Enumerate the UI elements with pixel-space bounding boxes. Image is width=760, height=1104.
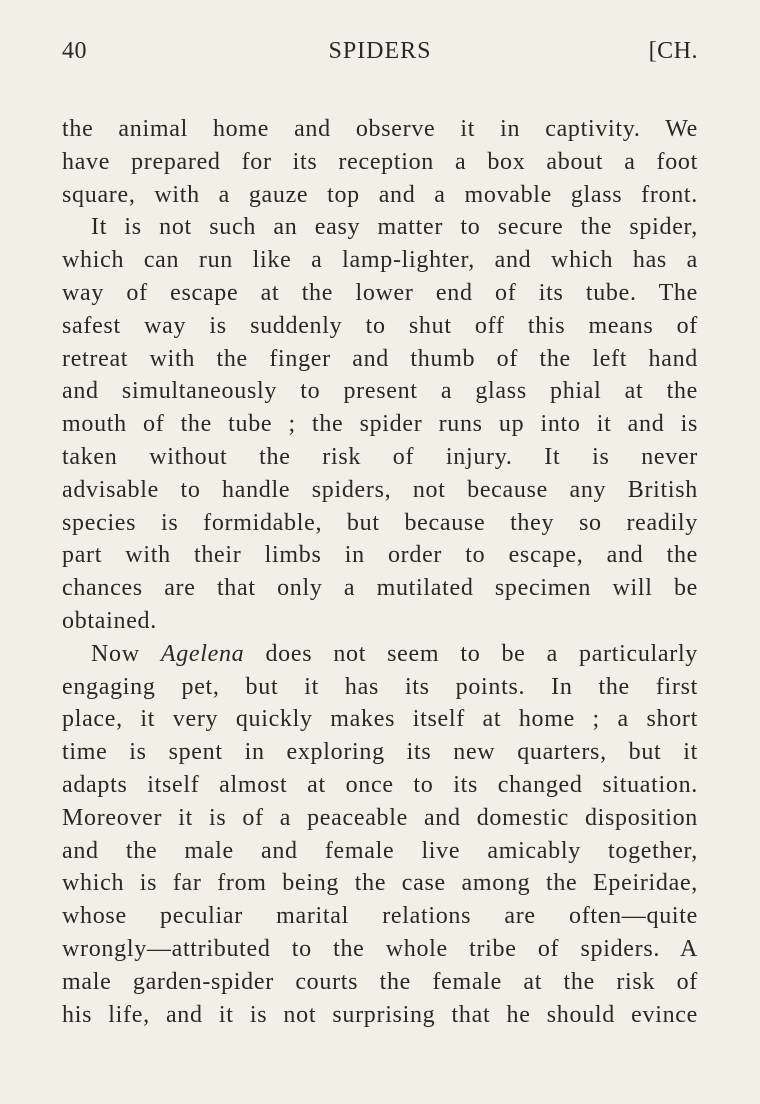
text-line: safest way is suddenly to shut off this means of [62,312,698,339]
paragraph-start-line [62,638,698,671]
text-line: have prepared for its reception a box about a foot [62,148,698,175]
body-text [62,113,698,1031]
chapter-marker: [CH. [648,38,698,64]
text-line: which can run like a lamp-lighter, and which has a [62,247,698,274]
text-line: which is far from being the case among the Epeiridae, [62,870,698,897]
text-line: place, it very quickly makes itself at home ; a short [62,706,698,733]
genus-name: Agelena [160,640,245,667]
line-trail-text: does not seem to be a particularly [244,640,699,667]
text-line: part with their limbs in order to escape, and the [62,542,698,569]
text-line: way of escape at the lower end of its tube. The [62,279,698,306]
page-number: 40 [62,38,87,64]
text-line: retreat with the finger and thumb of the left hand [62,345,698,372]
line-lead-text: Now [91,640,161,667]
text-line: the animal home and observe it in captivity. We [62,116,698,142]
text-line: whose peculiar marital relations are often—quite [62,903,698,930]
text-line: chances are that only a mutilated specimen will be [62,575,698,602]
text-line: wrongly—attributed to the whole tribe of spiders. A [62,935,698,962]
text-line: time is spent in exploring its new quarters, but it [62,739,698,766]
text-line: and the male and female live amicably together, [62,837,698,864]
text-line: engaging pet, but it has its points. In the first [62,673,698,700]
text-line: and simultaneously to present a glass phial at the [62,378,698,405]
text-line: his life, and it is not surprising that he should evince [62,1001,698,1028]
text-line: mouth of the tube ; the spider runs up into it and is [62,411,698,438]
text-line: taken without the risk of injury. It is never [62,443,698,470]
running-head [62,32,698,80]
text-line: male garden-spider courts the female at the risk of [62,968,698,995]
text-line: adapts itself almost at once to its changed situation. [62,771,698,798]
paragraph-start-line: It is not such an easy matter to secure the spider, [91,214,698,241]
running-title: SPIDERS [328,38,432,64]
paragraph-end-line: obtained. [62,607,157,634]
text-line: square, with a gauze top and a movable glass front. [62,181,698,208]
text-line: advisable to handle spiders, not because any British [62,476,698,503]
text-line: Moreover it is of a peaceable and domestic disposition [62,804,698,831]
text-line: species is formidable, but because they so readily [62,509,698,536]
